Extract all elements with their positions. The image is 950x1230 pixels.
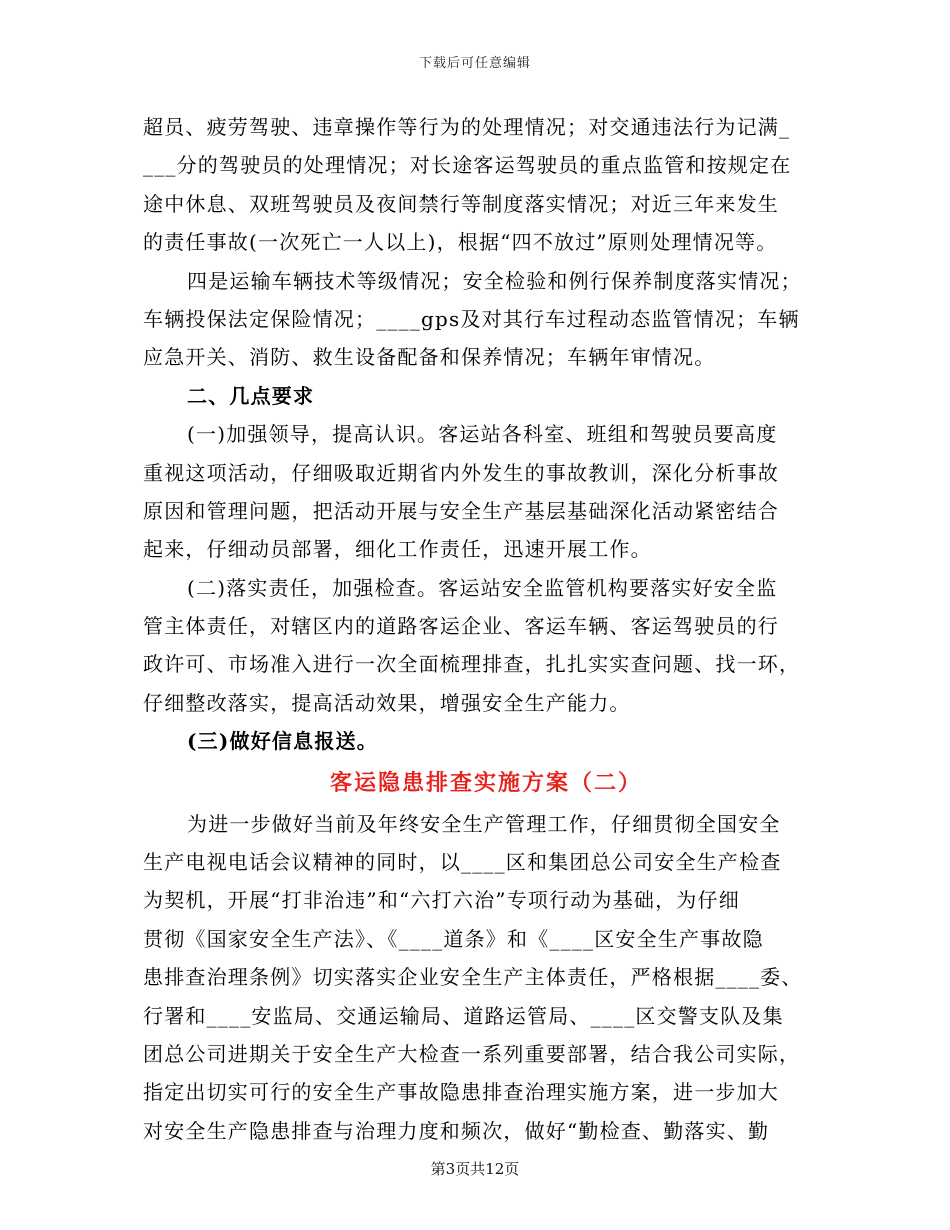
- section-heading: 二、几点要求: [187, 383, 315, 408]
- page-header: 下载后可任意编辑: [418, 56, 531, 71]
- text-line: 指定出切实可行的安全生产事故隐患排查治理实施方案，进一步加大: [143, 1080, 779, 1105]
- text-line: 原因和管理问题，把活动开展与安全生产基层基础深化活动紧密结合: [143, 498, 779, 523]
- text-line: 应急开关、消防、救生设备配备和保养情况；车辆年审情况。: [143, 345, 716, 370]
- text-line: 为进一步做好当前及年终安全生产管理工作，仔细贯彻全国安全: [187, 811, 781, 836]
- section-title: 客运隐患排查实施方案（二）: [329, 769, 642, 796]
- paragraph-plan-intro: [143, 805, 809, 1151]
- text-line: 车辆投保法定保险情况；____gps及对其行车过程动态监管情况；车辆: [143, 306, 800, 331]
- text-line: 的责任事故(一次死亡一人以上)，根据“四不放过”原则处理情况等。: [143, 230, 778, 255]
- text-line: 政许可、市场准入进行一次全面梳理排查，扎扎实实查问题、找一环，: [143, 652, 801, 677]
- paragraph-responsibility: [143, 569, 809, 723]
- text-line: 途中休息、双班驾驶员及夜间禁行等制度落实情况；对近三年来发生: [143, 191, 779, 216]
- text-line: (二)落实责任，加强检查。客运站安全监管机构要落实好安全监: [187, 575, 778, 600]
- text-line: 四是运输车辆技术等级情况；安全检验和例行保养制度落实情况；: [187, 268, 802, 293]
- paragraph-leadership: [143, 415, 809, 569]
- subheading-reporting: (三)做好信息报送。: [187, 729, 378, 754]
- page-number: 第3页共12页: [430, 1160, 520, 1178]
- text-line: (一)加强领导，提高认识。客运站各科室、班组和驾驶员要高度: [187, 422, 778, 447]
- document-body: [143, 108, 809, 1150]
- text-line: 生产电视电话会议精神的同时，以____区和集团总公司安全生产检查: [143, 850, 782, 875]
- text-line: 仔细整改落实，提高活动效果，增强安全生产能力。: [143, 690, 631, 715]
- text-line: 行署和____安监局、交通运输局、道路运管局、____区交警支队及集: [143, 1003, 784, 1028]
- text-line: ___分的驾驶员的处理情况；对长途客运驾驶员的重点监管和按规定在: [143, 153, 792, 178]
- text-line: 团总公司进期关于安全生产大检查一系列重要部署，结合我公司实际，: [143, 1041, 801, 1066]
- text-line: 重视这项活动，仔细吸取近期省内外发生的事故教训，深化分析事故: [143, 460, 779, 485]
- paragraph-violations: [143, 108, 809, 262]
- text-line: 超员、疲劳驾驶、违章操作等行为的处理情况；对交通违法行为记满_: [143, 115, 791, 139]
- text-line: 管主体责任，对辖区内的道路客运企业、客运车辆、客运驾驶员的行: [143, 614, 779, 639]
- text-line: 对安全生产隐患排查与治理力度和频次，做好“勤检查、勤落实、勤: [143, 1118, 770, 1143]
- text-line: 起来，仔细动员部署，细化工作责任，迅速开展工作。: [143, 537, 652, 562]
- paragraph-vehicle-condition: [143, 262, 809, 377]
- text-line: 贯彻《国家安全生产法》、《____道条》和《____区安全生产事故隐: [143, 926, 764, 951]
- text-line: 为契机，开展“打非治违”和“六打六治”专项行动为基础，为仔细: [143, 888, 740, 913]
- text-line: 患排查治理条例》切实落实企业安全生产主体责任，严格根据____委、: [143, 965, 803, 990]
